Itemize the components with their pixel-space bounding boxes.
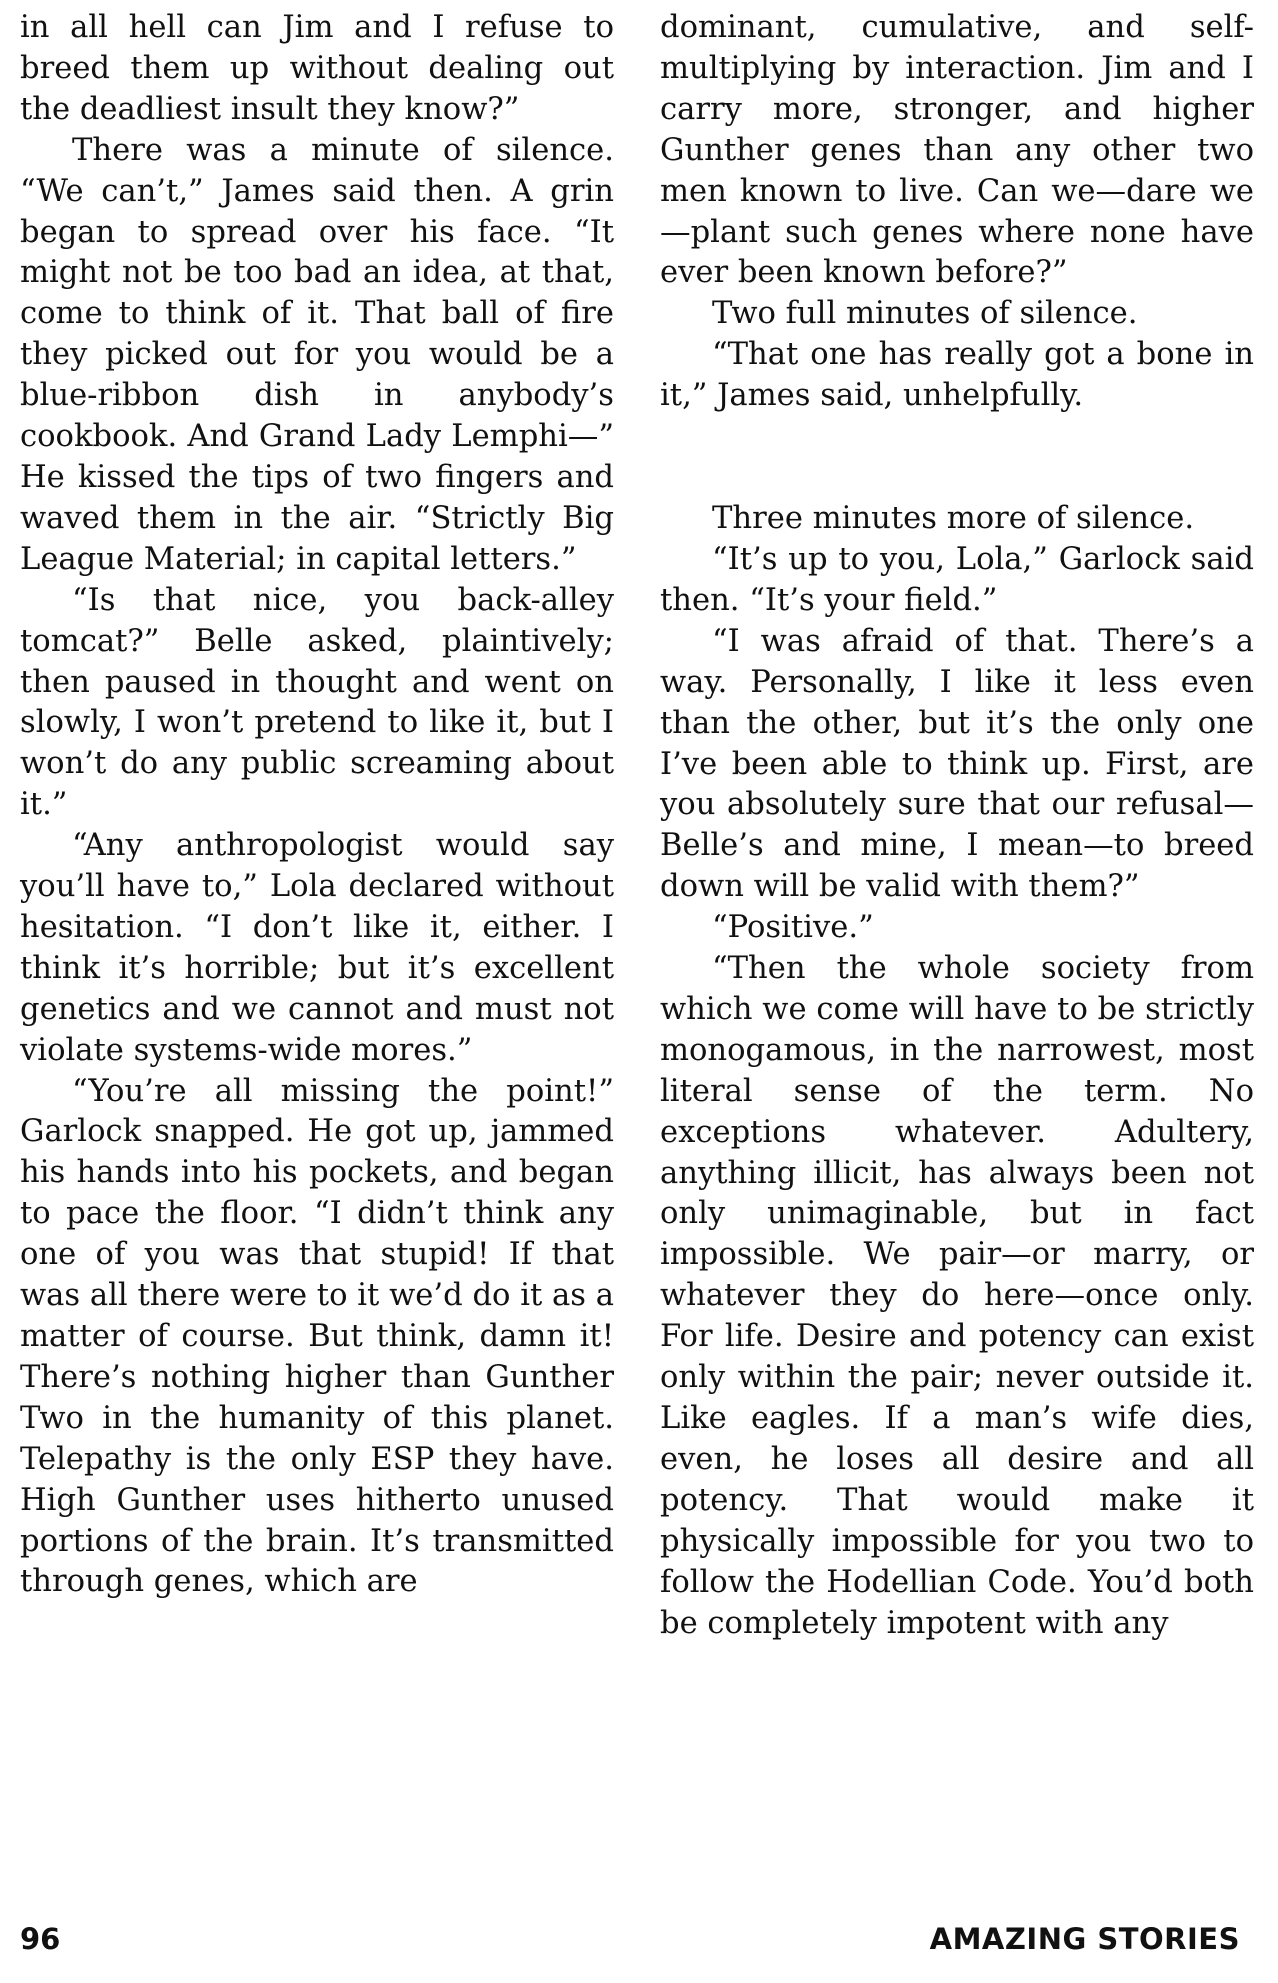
- paragraph: “Any anthropologist would say you’ll have to,” Lola declared without hesitation. “I don’t like it, either. I think it’s horrible; but it’s excellent genetics and we cannot and must not violate systems-wide mores.”: [20, 828, 614, 1068]
- paragraph: “That one has really got a bone in it,” James said, unhelpfully.: [660, 337, 1254, 414]
- paragraph: “Positive.”: [712, 910, 874, 946]
- paragraph: “Is that nice, you back-alley tomcat?” Belle asked, plaintively; then paused in thought and went on slowly, I won’t pretend to like it, but I won’t do any public screaming about it.”: [20, 582, 614, 823]
- right-text-column: [660, 8, 1254, 1644]
- paragraph: “Then the whole society from which we come will have to be strictly monogamous, in the narrowest, most literal sense of the term. No exceptions whatever. Adultery, anything illicit, has always been not only unimaginable, but in fact impossible. We pair—or marry, or whatever they do here—once only. For life. Desire and potency can exist only within the pair; never outside it. Like eagles. If a man’s wife dies, even, he loses all desire and all potency. That would make it physically impossible for you two to follow the Hodellian Code. You’d both be completely impotent with any: [660, 951, 1254, 1641]
- paragraph: “It’s up to you, Lola,” Garlock said then. “It’s your field.”: [660, 541, 1254, 618]
- paragraph-continued: dominant, cumulative, and self-multiplying by interaction. Jim and I carry more, stronger, and higher Gunther genes than any other two men known to live. Can we—dare we—plant such genes where none have ever been known before?”: [660, 10, 1254, 291]
- running-head-magazine-title: AMAZING STORIES: [929, 1922, 1240, 1956]
- paragraph-after-section-break: Three minutes more of silence.: [712, 501, 1195, 537]
- paragraph-continued: in all hell can Jim and I refuse to breed them up without dealing out the deadliest insult they know?”: [20, 10, 614, 127]
- paragraph: “I was afraid of that. There’s a way. Personally, I like it less even than the other, but it’s the only one I’ve been able to think up. First, are you absolutely sure that our refusal—Belle’s and mine, I mean—to breed down will be valid with them?”: [660, 623, 1254, 905]
- page-number: 96: [20, 1922, 61, 1956]
- paragraph: “You’re all missing the point!” Garlock snapped. He got up, jammed his hands into his pockets, and began to pace the floor. “I didn’t think any one of you was that stupid! If that was all there were to it we’d do it as a matter of course. But think, damn it! There’s nothing higher than Gunther Two in the humanity of this planet. Telepathy is the only ESP they have. High Gunther uses hitherto unused portions of the brain. It’s transmitted through genes, which are: [20, 1073, 614, 1600]
- paragraph: Two full minutes of silence.: [712, 296, 1138, 332]
- paragraph: There was a minute of silence. “We can’t,” James said then. A grin began to spread over his face. “It might not be too bad an idea, at that, come to think of it. That ball of fire they picked out for you would be a blue-ribbon dish in anybody’s cookbook. And Grand Lady Lemphi—” He kissed the tips of two fingers and waved them in the air. “Strictly Big League Material; in capital letters.”: [20, 132, 614, 577]
- left-text-column: [20, 8, 614, 1603]
